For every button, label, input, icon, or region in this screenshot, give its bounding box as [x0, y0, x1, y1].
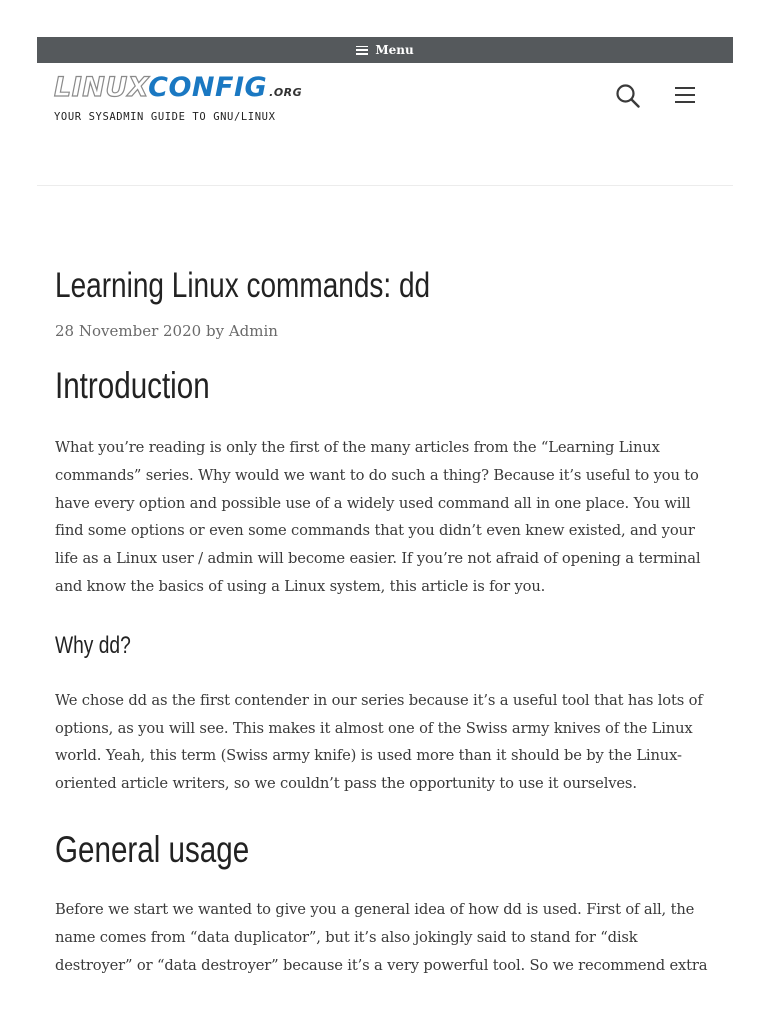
post-meta: [55, 320, 715, 342]
site-logo[interactable]: [54, 72, 303, 123]
site-tagline: YOUR SYSADMIN GUIDE TO GNU/LINUX: [54, 111, 276, 123]
search-icon: [615, 83, 641, 109]
post-author-link[interactable]: Admin: [228, 322, 278, 340]
post-title: Learning Linux commands: dd: [55, 266, 431, 305]
general-usage-paragraph: Before we start we wanted to give you a general idea of how dd is used. First of all, the name comes from “data duplicator”, but it’s also jokingly said to stand for “disk destroyer” or “data destroyer” because it’s a very powerful tool. So we recommend extra: [55, 900, 708, 974]
post-date: 28 November 2020: [55, 322, 202, 340]
logo-linux-text: LINUX: [54, 72, 149, 103]
search-button[interactable]: [615, 83, 641, 109]
post-by: by: [205, 322, 225, 340]
logo-config-text: CONFIG: [148, 72, 268, 103]
why-paragraph: We chose dd as the first contender in our series because it’s a useful tool that has lots of options, as you will see. This makes it almost one of the Swiss army knives of the Linux world. Yeah, this term (Swiss army knife) is used more than it should be by the Linux-oriented article writers, so we couldn’t pass the opportunity to use it ourselves.: [55, 691, 703, 793]
article: [55, 262, 715, 979]
section-heading-introduction: Introduction: [55, 365, 210, 406]
section-heading-why-dd: Why dd?: [55, 631, 131, 659]
menu-toggle-bar[interactable]: [37, 37, 733, 63]
intro-paragraph: What you’re reading is only the first of the many articles from the “Learning Linux commands” series. Why would we want to do such a thing? Because it’s useful to you to have every option and possible use of a widely used command all in one place. You will find some options or even some commands that you didn’t even knew existed, and your life as a Linux user / admin will become easier. If you’re not afraid of opening a terminal and know the basics of using a Linux system, this article is for you.: [55, 439, 701, 595]
logo-wordmark: [54, 72, 303, 108]
hamburger-icon: [673, 85, 697, 107]
section-heading-general-usage: General usage: [55, 828, 250, 870]
logo-org-text: .ORG: [269, 86, 303, 99]
site-header: [37, 63, 733, 186]
menu-small-icon: [356, 46, 368, 55]
menu-button[interactable]: [673, 85, 697, 107]
menu-toggle-label: Menu: [375, 43, 414, 57]
